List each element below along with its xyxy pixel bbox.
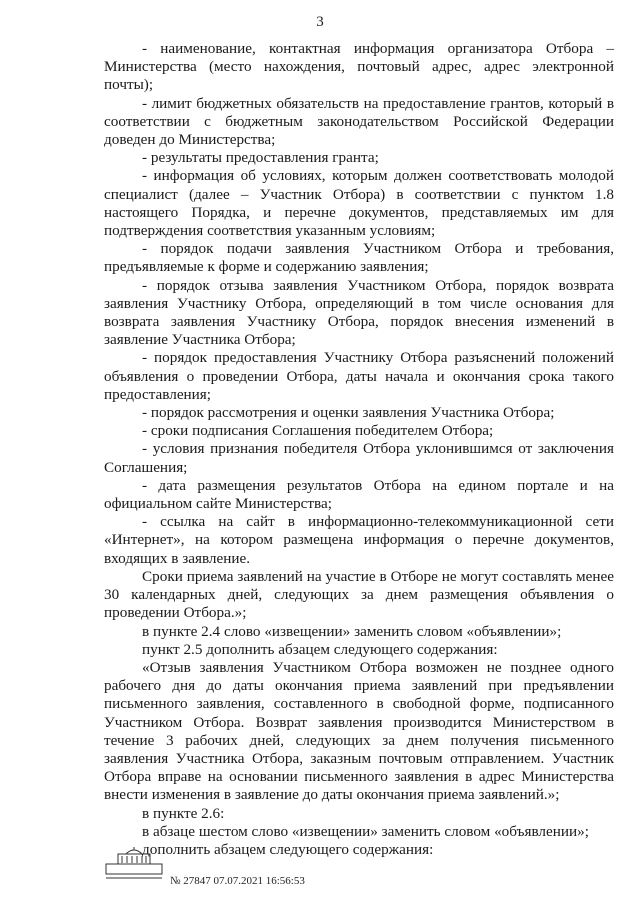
page-number: 3 xyxy=(316,14,324,30)
paragraph-item-2-6: в пункте 2.6: xyxy=(142,804,225,822)
paragraph-evasion: - условия признания победителя Отбора уклонившимся от заключения Соглашения; xyxy=(104,440,614,476)
paragraph-signing-deadlines: - сроки подписания Соглашения победителем Отбора; xyxy=(142,422,494,440)
document-body xyxy=(104,40,614,859)
paragraph-results-date: - дата размещения результатов Отбора на едином портале и на официальном сайте Министерства; xyxy=(104,476,614,513)
paragraph-conditions: - информация об условиях, которым должен соответствовать молодой специалист (далее – Участник Отбора) в соответствии с пунктом 1.8 настоящего Порядка, и перечне документов, представляемых им для подтверждения соответствия указанным условиям; xyxy=(104,167,614,240)
paragraph-website-link: - ссылка на сайт в информационно-телекоммуникационной сети «Интернет», на котором размещена информация о перечне документов, входящих в заявление. xyxy=(104,513,614,567)
paragraph-budget-limit: - лимит бюджетных обязательств на предоставление грантов, который в соответствии с бюджетным законодательством Российской Федерации доведен до Министерства; xyxy=(104,94,614,149)
paragraph-item-2-4: в пункте 2.4 слово «извещении» заменить словом «объявлении»; xyxy=(142,622,562,640)
paragraph-supplement: дополнить абзацем следующего содержания: xyxy=(142,840,434,858)
paragraph-sixth-abzac: в абзаце шестом слово «извещении» заменить словом «объявлении»; xyxy=(142,822,589,840)
paragraph-review: - порядок рассмотрения и оценки заявления Участника Отбора; xyxy=(142,404,555,422)
paragraph-withdrawal-text: «Отзыв заявления Участником Отбора возможен не позднее одного рабочего дня до даты окончания приема заявлений при предъявлении письменного заявления, составленного в свободной форме, подписанного Участником Отбора. Возврат заявления производится Министерством в течение 3 рабочих дней, следующих за днем получения письменного заявления Участника Отбора, заказным почтовым отправлением. Участник Отбора вправе на основании письменного заявления в адрес Министерства внести изменения в заявление до даты окончания приема заявлений.»; xyxy=(104,658,614,804)
paragraph-submission: - порядок подачи заявления Участником Отбора и требования, предъявляемые к форме и содержанию заявления; xyxy=(104,240,614,276)
paragraph-deadlines: Сроки приема заявлений на участие в Отборе не могут составлять менее 30 календарных дней, следующих за днем размещения объявления о проведении Отбора.»; xyxy=(104,567,614,622)
building-logo-icon xyxy=(104,846,164,882)
paragraph-withdrawal: - порядок отзыва заявления Участником Отбора, порядок возврата заявления Участнику Отбора, определяющий в том числе основания для возврата заявления Участнику Отбора, порядок внесения изменений в заявление Участника Отбора; xyxy=(104,276,614,349)
paragraph-item-2-5: пункт 2.5 дополнить абзацем следующего содержания: xyxy=(142,640,498,658)
registration-stamp: № 27847 07.07.2021 16:56:53 xyxy=(170,875,305,887)
paragraph-results: - результаты предоставления гранта; xyxy=(142,149,379,167)
legal-system-logo xyxy=(104,846,164,887)
paragraph-clarifications: - порядок предоставления Участнику Отбора разъяснений положений объявления о проведении Отбора, даты начала и окончания срока такого предоставления; xyxy=(104,349,614,403)
paragraph-organizer: - наименование, контактная информация организатора Отбора – Министерства (место нахождения, почтовый адрес, адрес электронной почты); xyxy=(104,40,614,94)
